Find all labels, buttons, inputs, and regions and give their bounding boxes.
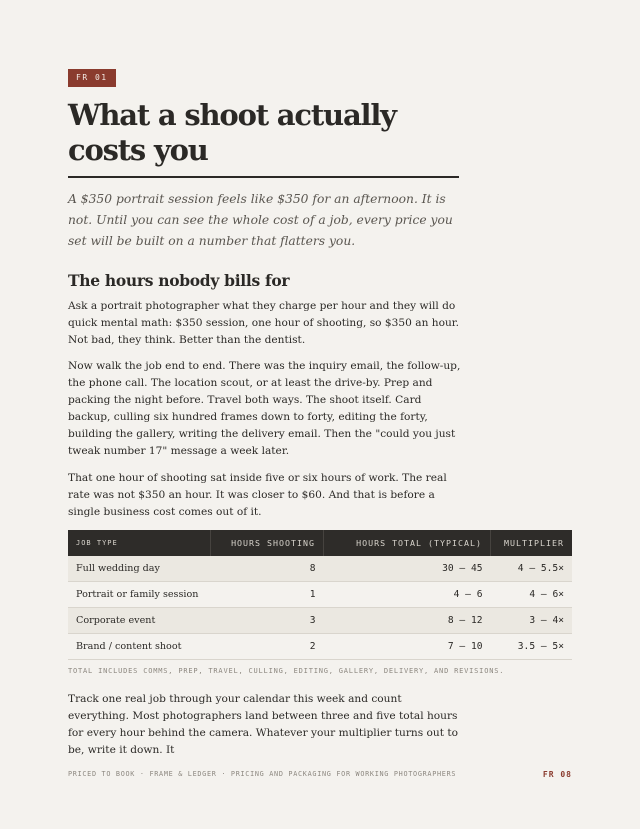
cell-job-type: Corporate event [68,608,211,634]
table-row [68,608,572,634]
cell-hours-total: 8 – 12 [324,608,491,634]
column-header-multiplier: MULTIPLIER [491,530,573,556]
section-heading: The hours nobody bills for [68,271,290,290]
cell-multiplier: 4 – 5.5× [491,556,573,582]
table-row [68,556,572,582]
cell-job-type: Brand / content shoot [68,634,211,660]
cell-hours-total: 7 – 10 [324,634,491,660]
running-footer: PRICED TO BOOK · FRAME & LEDGER · PRICING AND PACKAGING FOR WORKING PHOTOGRAPHERS [68,770,457,778]
body-paragraph: That one hour of shooting sat inside five or six hours of work. The real rate was not $350 an hour. It was closer to $60. And that is before a single business cost comes out of it. [68,472,447,518]
column-header-job-type: JOB TYPE [68,530,211,556]
title-rule [68,176,459,178]
column-header-hours-total: HOURS TOTAL (TYPICAL) [324,530,491,556]
cell-multiplier: 3 – 4× [491,608,573,634]
table-row [68,582,572,608]
page-title: What a shoot actually costs you [68,98,396,167]
cell-hours-shooting: 2 [211,634,324,660]
body-paragraph: Track one real job through your calendar this week and count everything. Most photographers land between three and five total hours for every hour behind the camera. Whatever your multiplier turns out to be, write it down. It [68,693,459,756]
table-header-row [68,530,572,556]
cell-multiplier: 4 – 6× [491,582,573,608]
cell-hours-total: 4 – 6 [324,582,491,608]
cell-multiplier: 3.5 – 5× [491,634,573,660]
cell-hours-shooting: 8 [211,556,324,582]
cell-hours-shooting: 3 [211,608,324,634]
cell-hours-total: 30 – 45 [324,556,491,582]
body-paragraph: Ask a portrait photographer what they charge per hour and they will do quick mental math: $350 session, one hour of shooting, so $350 an hour. Not bad, they think. Better than the dentist. [68,300,460,346]
section-tag: FR 01 [68,69,116,87]
body-paragraph: Now walk the job end to end. There was the inquiry email, the follow-up, the phone call. The location scout, or at least the drive-by. Prep and packing the night before. Travel both ways. The shoot itself. Card backup, culling six hundred frames down to forty, editing the forty, building the gallery, writing the delivery email. Then the "could you just tweak number 17" message a week later. [68,360,461,457]
table-note: TOTAL INCLUDES COMMS, PREP, TRAVEL, CULLING, EDITING, GALLERY, DELIVERY, AND REVISIONS. [68,667,505,675]
cell-hours-shooting: 1 [211,582,324,608]
table-row [68,634,572,660]
column-header-hours-shooting: HOURS SHOOTING [211,530,324,556]
cell-job-type: Full wedding day [68,556,211,582]
hours-table [68,530,572,660]
cell-job-type: Portrait or family session [68,582,211,608]
lede-paragraph: A $350 portrait session feels like $350 for an afternoon. It is not. Until you can see the whole cost of a job, every price you set will be built on a number that flatters you. [68,192,453,248]
page-folio: FR 08 [542,770,572,779]
